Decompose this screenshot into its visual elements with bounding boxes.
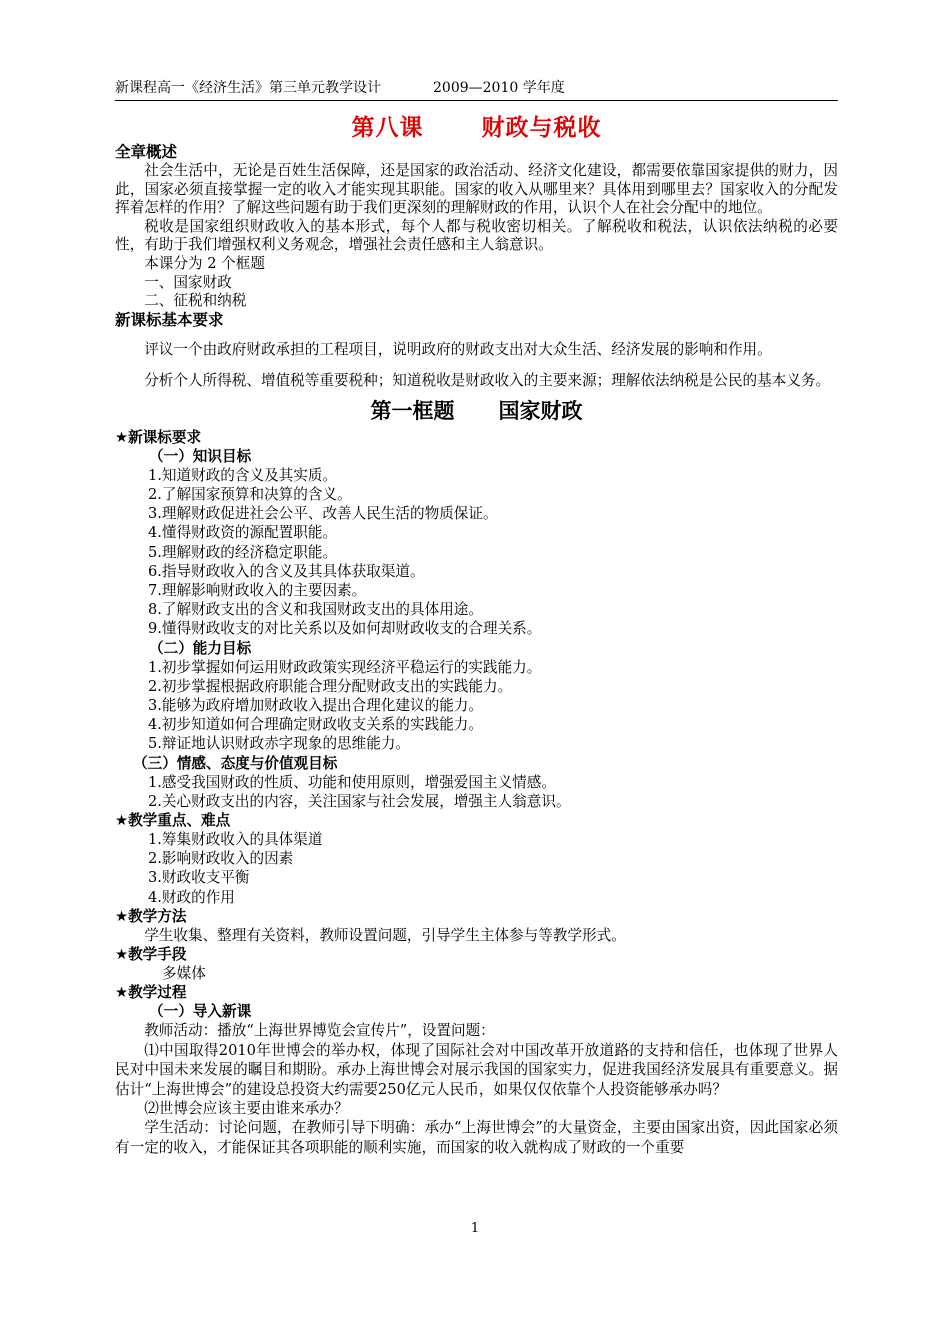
standards-heading: 新课标基本要求 [115,310,224,329]
method-text: 学生收集、整理有关资料，教师设置问题，引导学生主体参与等教学形式。 [144,926,626,944]
list-item: 3.财政收支平衡 [148,869,250,887]
standards-paragraph: 评议一个由政府财政承担的工程项目，说明政府的财政支出对大众生活、经济发展的影响和作用。 [144,340,772,358]
document-page [115,78,838,1157]
knowledge-goals-heading: （一）知识目标 [149,447,252,465]
requirements-heading: ★新课标要求 [115,428,202,446]
running-header [115,78,838,101]
intro-heading: （一）导入新课 [149,1003,252,1021]
teacher-activity: 教师活动：播放“上海世界博览会宣传片”，设置问题： [144,1022,495,1040]
question-2: ⑵世博会应该主要由谁来承办？ [144,1100,349,1118]
list-item: 4.财政的作用 [148,888,235,906]
means-heading: ★教学手段 [115,946,187,964]
list-item: 4.初步知道如何合理确定财政收支关系的实践能力。 [148,716,483,734]
overview-paragraph: 本课分为 2 个框题 [144,254,265,272]
means-text: 多媒体 [162,965,206,983]
list-item: 1.知道财政的含义及其实质。 [148,466,338,484]
list-item: 6.指导财政收入的含义及其具体获取渠道。 [148,562,425,580]
standards-paragraph: 分析个人所得税、增值税等重要税种；知道税收是财政收入的主要来源；理解依法纳税是公民的基本义务。 [144,371,831,389]
list-item: 2.初步掌握根据政府职能合理分配财政支出的实践能力。 [148,677,513,695]
header-year: 2009—2010 学年度 [433,80,565,96]
list-item: 7.理解影响财政收入的主要因素。 [148,581,367,599]
overview-paragraph: 税收是国家组织财政收入的基本形式，每个人都与税收密切相关。了解税收和税法，认识依法纳税的必要性，有助于我们增强权利义务观念，增强社会责任感和主人翁意识。 [115,217,838,254]
list-item: 3.理解财政促进社会公平、改善人民生活的物质保证。 [148,505,498,523]
keypoints-heading: ★教学重点、难点 [115,812,231,829]
lesson-title [115,113,838,143]
list-item: 1.筹集财政收入的具体渠道 [148,831,323,848]
overview-heading: 全章概述 [115,143,178,161]
list-item: 1.感受我国财政的性质、功能和使用原则，增强爱国主义情感。 [148,773,556,791]
section-title [115,396,838,426]
lesson-name: 财政与税收 [481,114,602,141]
emotion-goals-heading: （三）情感、态度与价值观目标 [133,754,338,772]
list-item: 5.理解财政的经济稳定职能。 [148,543,338,561]
student-activity: 学生活动：讨论问题，在教师引导下明确：承办“上海世博会”的大量资金，主要由国家出资，因此国家必须有一定的收入，才能保证其各项职能的顺利实施，而国家的收入就构成了财政的一个重要 [115,1119,838,1156]
ability-goals-heading: （二）能力目标 [149,639,252,657]
overview-paragraph: 二、征税和纳税 [144,292,247,310]
list-item: 1.初步掌握如何运用财政政策实现经济平稳运行的实践能力。 [148,658,542,676]
method-heading: ★教学方法 [115,907,187,925]
process-heading: ★教学过程 [115,984,187,1002]
header-title: 新课程高一《经济生活》第三单元教学设计 [115,80,381,96]
list-item: 2.了解国家预算和决算的含义。 [148,485,352,503]
list-item: 4.懂得财政资的源配置职能。 [148,524,338,542]
list-item: 2.关心财政支出的内容，关注国家与社会发展，增强主人翁意识。 [148,792,571,810]
list-item: 2.影响财政收入的因素 [148,850,294,868]
section-name: 国家财政 [498,398,583,423]
list-item: 5.辩证地认识财政赤字现象的思维能力。 [148,735,411,753]
section-number: 第一框题 [370,398,455,423]
overview-paragraph: 社会生活中，无论是百姓生活保障，还是国家的政治活动、经济文化建设，都需要依靠国家提供的财力，因此，国家必须直接掌握一定的收入才能实现其职能。国家的收入从哪里来？具体用到哪里去？国家收入的分配发挥着怎样的作用？了解这些问题有助于我们更深刻的理解财政的作用，认识个人在社会分配中的地位。 [115,162,838,217]
overview-paragraph: 一、国家财政 [144,273,232,291]
question-1: ⑴中国取得2010年世博会的举办权，体现了国际社会对中国改革开放道路的支持和信任，也体现了世界人民对中国未来发展的瞩目和期盼。承办上海世博会对展示我国的国家实力，促进我国经济发展具有重要意义。据估计“上海世博会”的建设总投资大约需要250亿元人民币，如果仅仅依靠个人投资能够承办吗？ [115,1041,838,1098]
page-number: 1 [470,1221,480,1236]
list-item: 3.能够为政府增加财政收入提出合理化建议的能力。 [148,696,483,714]
lesson-number: 第八课 [351,114,424,141]
list-item: 8.了解财政支出的含义和我国财政支出的具体用途。 [148,601,483,619]
list-item: 9.懂得财政收支的对比关系以及如何却财政收支的合理关系。 [148,620,542,638]
